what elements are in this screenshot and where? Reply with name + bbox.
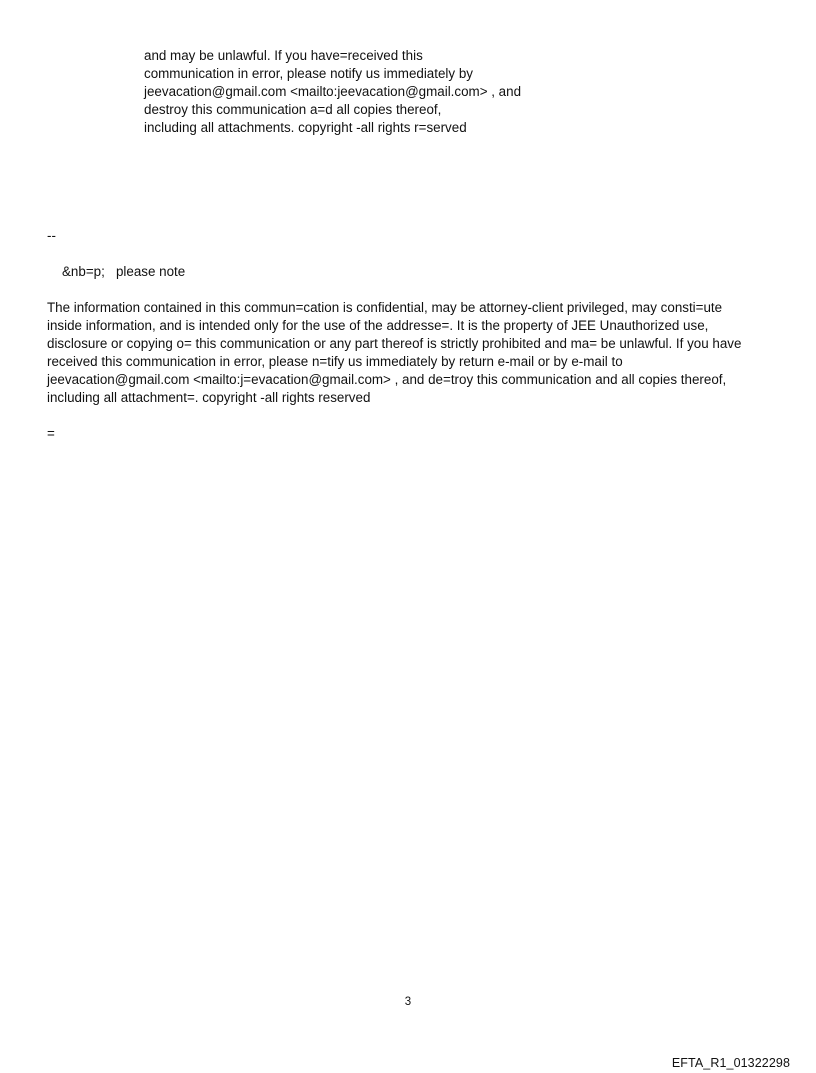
disclaimer-line: received this communication in error, please n=tify us immediately by return e-mail or by e-mail to: [47, 354, 623, 369]
quoted-disclaimer-line: jeevacation@gmail.com <mailto:jeevacation@gmail.com> , and: [144, 84, 522, 99]
disclaimer-line: disclosure or copying o= this communication or any part thereof is strictly prohibited and ma= be unlawful. If you have: [47, 336, 742, 351]
bates-number: EFTA_R1_01322298: [671, 1056, 790, 1070]
quoted-disclaimer-line: including all attachments. copyright -all rights r=served: [144, 120, 467, 135]
disclaimer-line: inside information, and is intended only for the use of the addresse=. It is the property of JEE Unauthorized use,: [47, 318, 709, 333]
quoted-disclaimer-line: communication in error, please notify us immediately by: [144, 66, 473, 81]
disclaimer-line: The information contained in this commun=cation is confidential, may be attorney-client privileged, may consti=ute: [47, 300, 723, 315]
quoted-disclaimer: [144, 47, 704, 137]
please-note-text: &nb=p; please note: [62, 264, 186, 279]
quoted-disclaimer-line: and may be unlawful. If you have=received this: [144, 48, 423, 63]
confidentiality-disclaimer: [47, 299, 787, 407]
disclaimer-line: including all attachment=. copyright -all rights reserved: [47, 390, 371, 405]
quoted-disclaimer-line: destroy this communication a=d all copies thereof,: [144, 102, 442, 117]
signature-separator: --: [47, 228, 56, 243]
disclaimer-line: jeevacation@gmail.com <mailto:j=evacation@gmail.com> , and de=troy this communication and all copies thereof,: [47, 372, 727, 387]
page-number: 3: [404, 996, 412, 1008]
trailing-equals: =: [47, 426, 55, 441]
